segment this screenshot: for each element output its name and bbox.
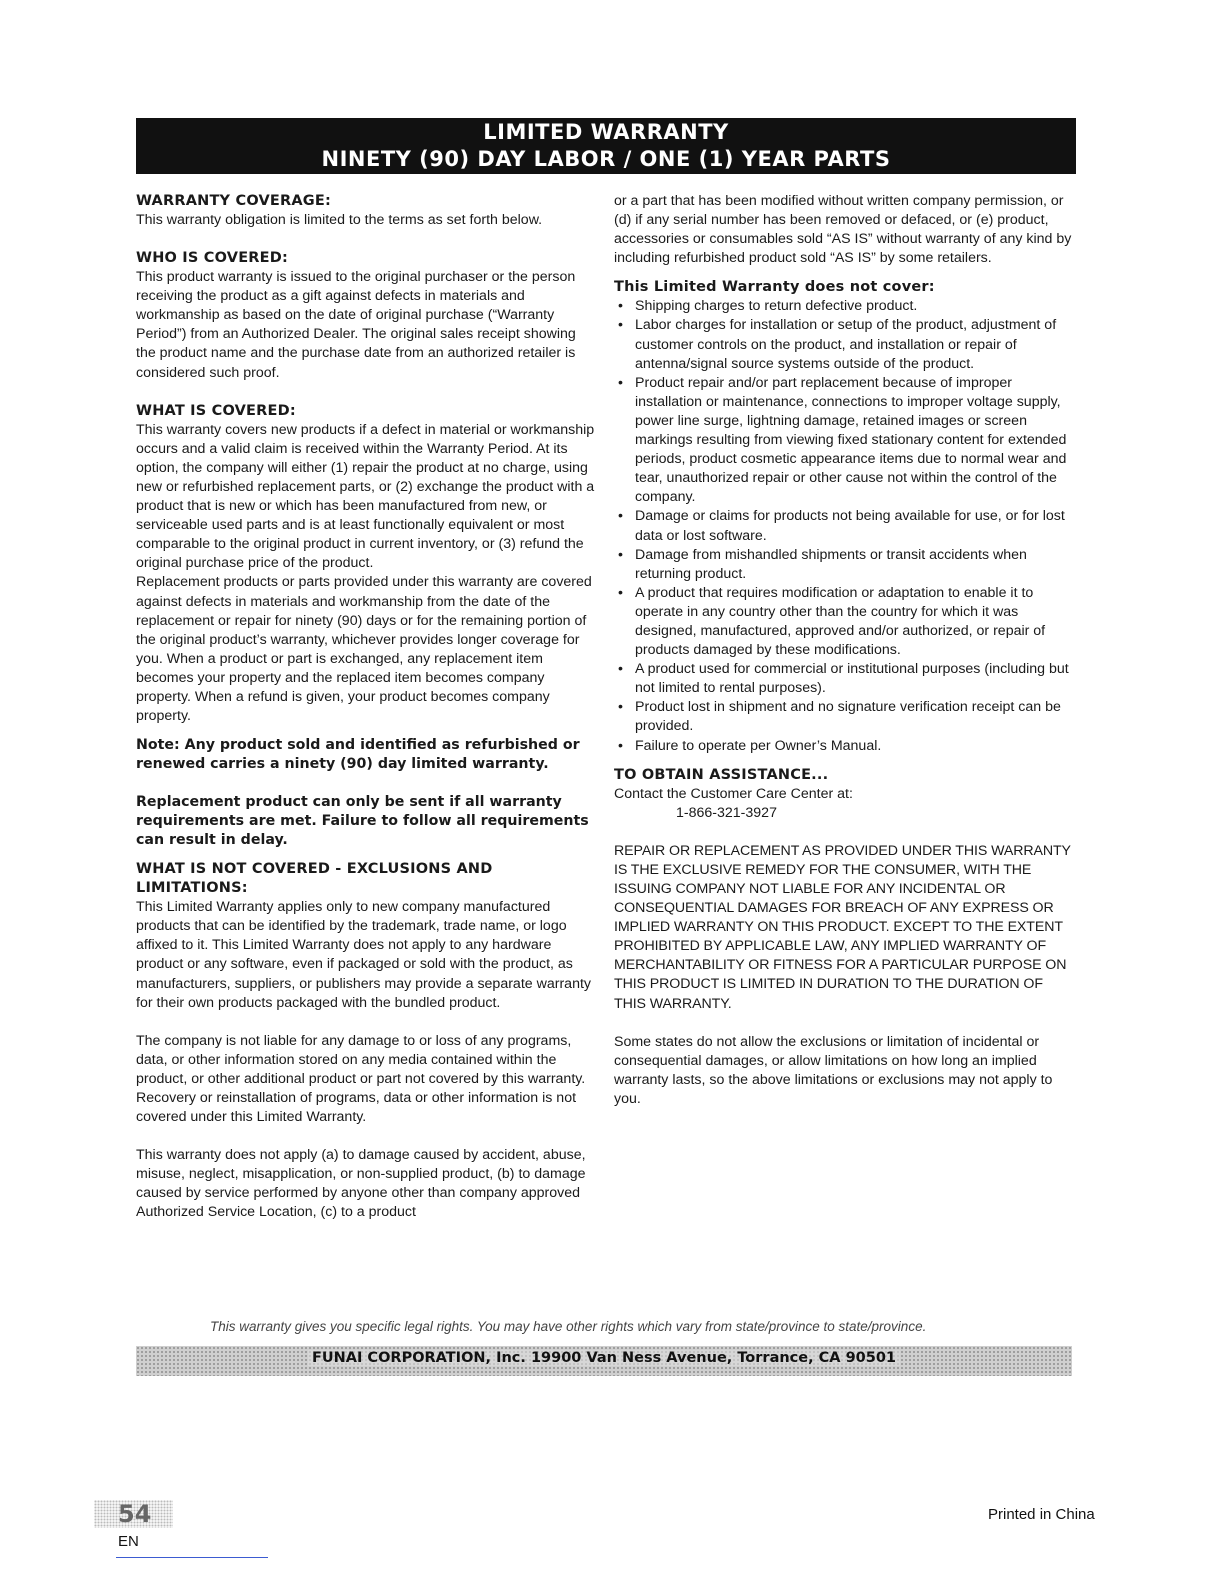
coverage-text: This warranty obligation is limited to the terms as set forth below. (136, 212, 543, 228)
list-item: • A product used for commercial or institutional purposes (including but not limited to rental purposes). (614, 660, 1076, 698)
continuation-text: or a part that has been modified without written company permission, or (d) if any serial number has been removed or defaced, or (e) product, accessories or consumables sold “AS IS” without warranty of any kind by including refurbished product sold “AS IS” by some retailers. (614, 193, 1072, 267)
page-number: 54 (94, 1500, 173, 1528)
warranty-subtitle: NINETY (90) DAY LABOR / ONE (1) YEAR PARTS (321, 147, 891, 171)
what-covered-heading: WHAT IS COVERED: (136, 402, 296, 419)
list-item: • Damage from mishandled shipments or transit accidents when returning product. (614, 546, 1076, 584)
printed-in: Printed in China (988, 1506, 1095, 1523)
coverage-heading: WARRANTY COVERAGE: (136, 193, 331, 209)
left-column (136, 192, 598, 1223)
corporation-bar (136, 1346, 1072, 1376)
not-covered-text-2: The company is not liable for any damage to or loss of any programs, data, or other information stored on any media contained within the product, or other additional product or part not covered by this warranty. Recovery or reinstallation of programs, data or other information is not covered under this Limited Warranty. (136, 1032, 586, 1126)
not-covered-text-3: This warranty does not apply (a) to damage caused by accident, abuse, misuse, neglect, misapplication, or non-supplied product, (b) to damage caused by service performed by anyone other than company approved Authorized Service Location, (c) to a product (136, 1147, 586, 1221)
list-item: • Failure to operate per Owner’s Manual. (614, 737, 1076, 756)
legal-rights-note: This warranty gives you specific legal rights. You may have other rights which vary from state/province to state/province. (210, 1319, 927, 1334)
what-covered-text: This warranty covers new products if a defect in material or workmanship occurs and a valid claim is received within the Warranty Period. At its option, the company will either (1) repair the product at no charge, using new or refurbished replacement parts, or (2) exchange the product with a product that is new or which has been manufactured from new, or serviceable used parts and is at least functionally equivalent or most comparable to the original product in current inventory, or (3) refund the original purchase price of the product. (136, 421, 595, 572)
warranty-title-banner (136, 118, 1076, 174)
footer-divider (116, 1557, 268, 1558)
refurbished-note: Note: Any product sold and identified as refurbished or renewed carries a ninety (90) day limited warranty. (136, 737, 580, 773)
exclusions-list (614, 297, 1076, 755)
does-not-cover-heading: This Limited Warranty does not cover: (614, 279, 935, 296)
right-column (614, 192, 1076, 1109)
list-item: • Damage or claims for products not being available for use, or for lost data or lost software. (614, 507, 1076, 545)
list-item: • Labor charges for installation or setup of the product, adjustment of customer controls on the product, and installation or repair of antenna/signal source systems outside of the product. (614, 316, 1076, 373)
assistance-text: Contact the Customer Care Center at: (614, 785, 853, 802)
not-covered-text-1: This Limited Warranty applies only to new company manufactured products that can be identified by the trademark, trade name, or logo affixed to it. This Limited Warranty does not apply to any hardware product or any software, even if packaged or sold with the product, as manufacturers, suppliers, or publishers may provide a separate warranty for their own products packaged with the bundled product. (136, 899, 591, 1011)
not-covered-heading: WHAT IS NOT COVERED - EXCLUSIONS AND LIMITATIONS: (136, 861, 493, 897)
corporation-address: FUNAI CORPORATION, Inc. 19900 Van Ness Avenue, Torrance, CA 90501 (308, 1350, 900, 1366)
who-covered-heading: WHO IS COVERED: (136, 250, 289, 267)
replacement-coverage-text: Replacement products or parts provided under this warranty are covered against defects in materials and workmanship from the date of the replacement or repair for ninety (90) days or for the remaining portion of the original product’s warranty, whichever provides longer coverage for you. When a product or part is exchanged, any replacement item becomes your property and the replaced item becomes company property. When a refund is given, your product becomes company property. (136, 574, 592, 725)
page-language: EN (118, 1533, 139, 1550)
state-law-text: Some states do not allow the exclusions or limitation of incidental or consequential damages, or allow limitations on how long an implied warranty lasts, so the above limitations or exclusions may not apply to you. (614, 1033, 1053, 1107)
warranty-title: LIMITED WARRANTY (483, 120, 729, 144)
assistance-heading: TO OBTAIN ASSISTANCE... (614, 766, 829, 783)
who-covered-text: This product warranty is issued to the original purchaser or the person receiving the product as a gift against defects in materials and workmanship as based on the date of original purchase (“Warranty Period”) from an Authorized Dealer. The original sales receipt showing the product name and the purchase date from an authorized retailer is considered such proof. (136, 269, 576, 381)
customer-care-phone: 1-866-321-3927 (676, 804, 777, 821)
replacement-requirements-note: Replacement product can only be sent if all warranty requirements are met. Failure to follow all requirements can result in delay. (136, 794, 589, 849)
list-item: • Shipping charges to return defective product. (614, 297, 1076, 316)
list-item: • Product lost in shipment and no signature verification receipt can be provided. (614, 698, 1076, 736)
disclaimer-text: REPAIR OR REPLACEMENT AS PROVIDED UNDER THIS WARRANTY IS THE EXCLUSIVE REMEDY FOR THE CONSUMER, WITH THE ISSUING COMPANY NOT LIABLE FOR ANY INCIDENTAL OR CONSEQUENTIAL DAMAGES FOR BREACH OF ANY EXPRESS OR IMPLIED WARRANTY ON THIS PRODUCT. EXCEPT TO THE EXTENT PROHIBITED BY APPLICABLE LAW, ANY IMPLIED WARRANTY OF MERCHANTABILITY OR FITNESS FOR A PARTICULAR PURPOSE ON THIS PRODUCT IS LIMITED IN DURATION TO THE DURATION OF THIS WARRANTY. (614, 842, 1071, 1012)
list-item: • Product repair and/or part replacement because of improper installation or maintenance, connections to improper voltage supply, power line surge, lightning damage, retained images or screen markings resulting from viewing fixed stationary content for extended periods, product cosmetic appearance items due to normal wear and tear, unauthorized repair or other cause not within the control of the company. (614, 374, 1076, 508)
list-item: • A product that requires modification or adaptation to enable it to operate in any country other than the country for which it was designed, manufactured, approved and/or authorized, or repair of products damaged by these modifications. (614, 584, 1076, 660)
